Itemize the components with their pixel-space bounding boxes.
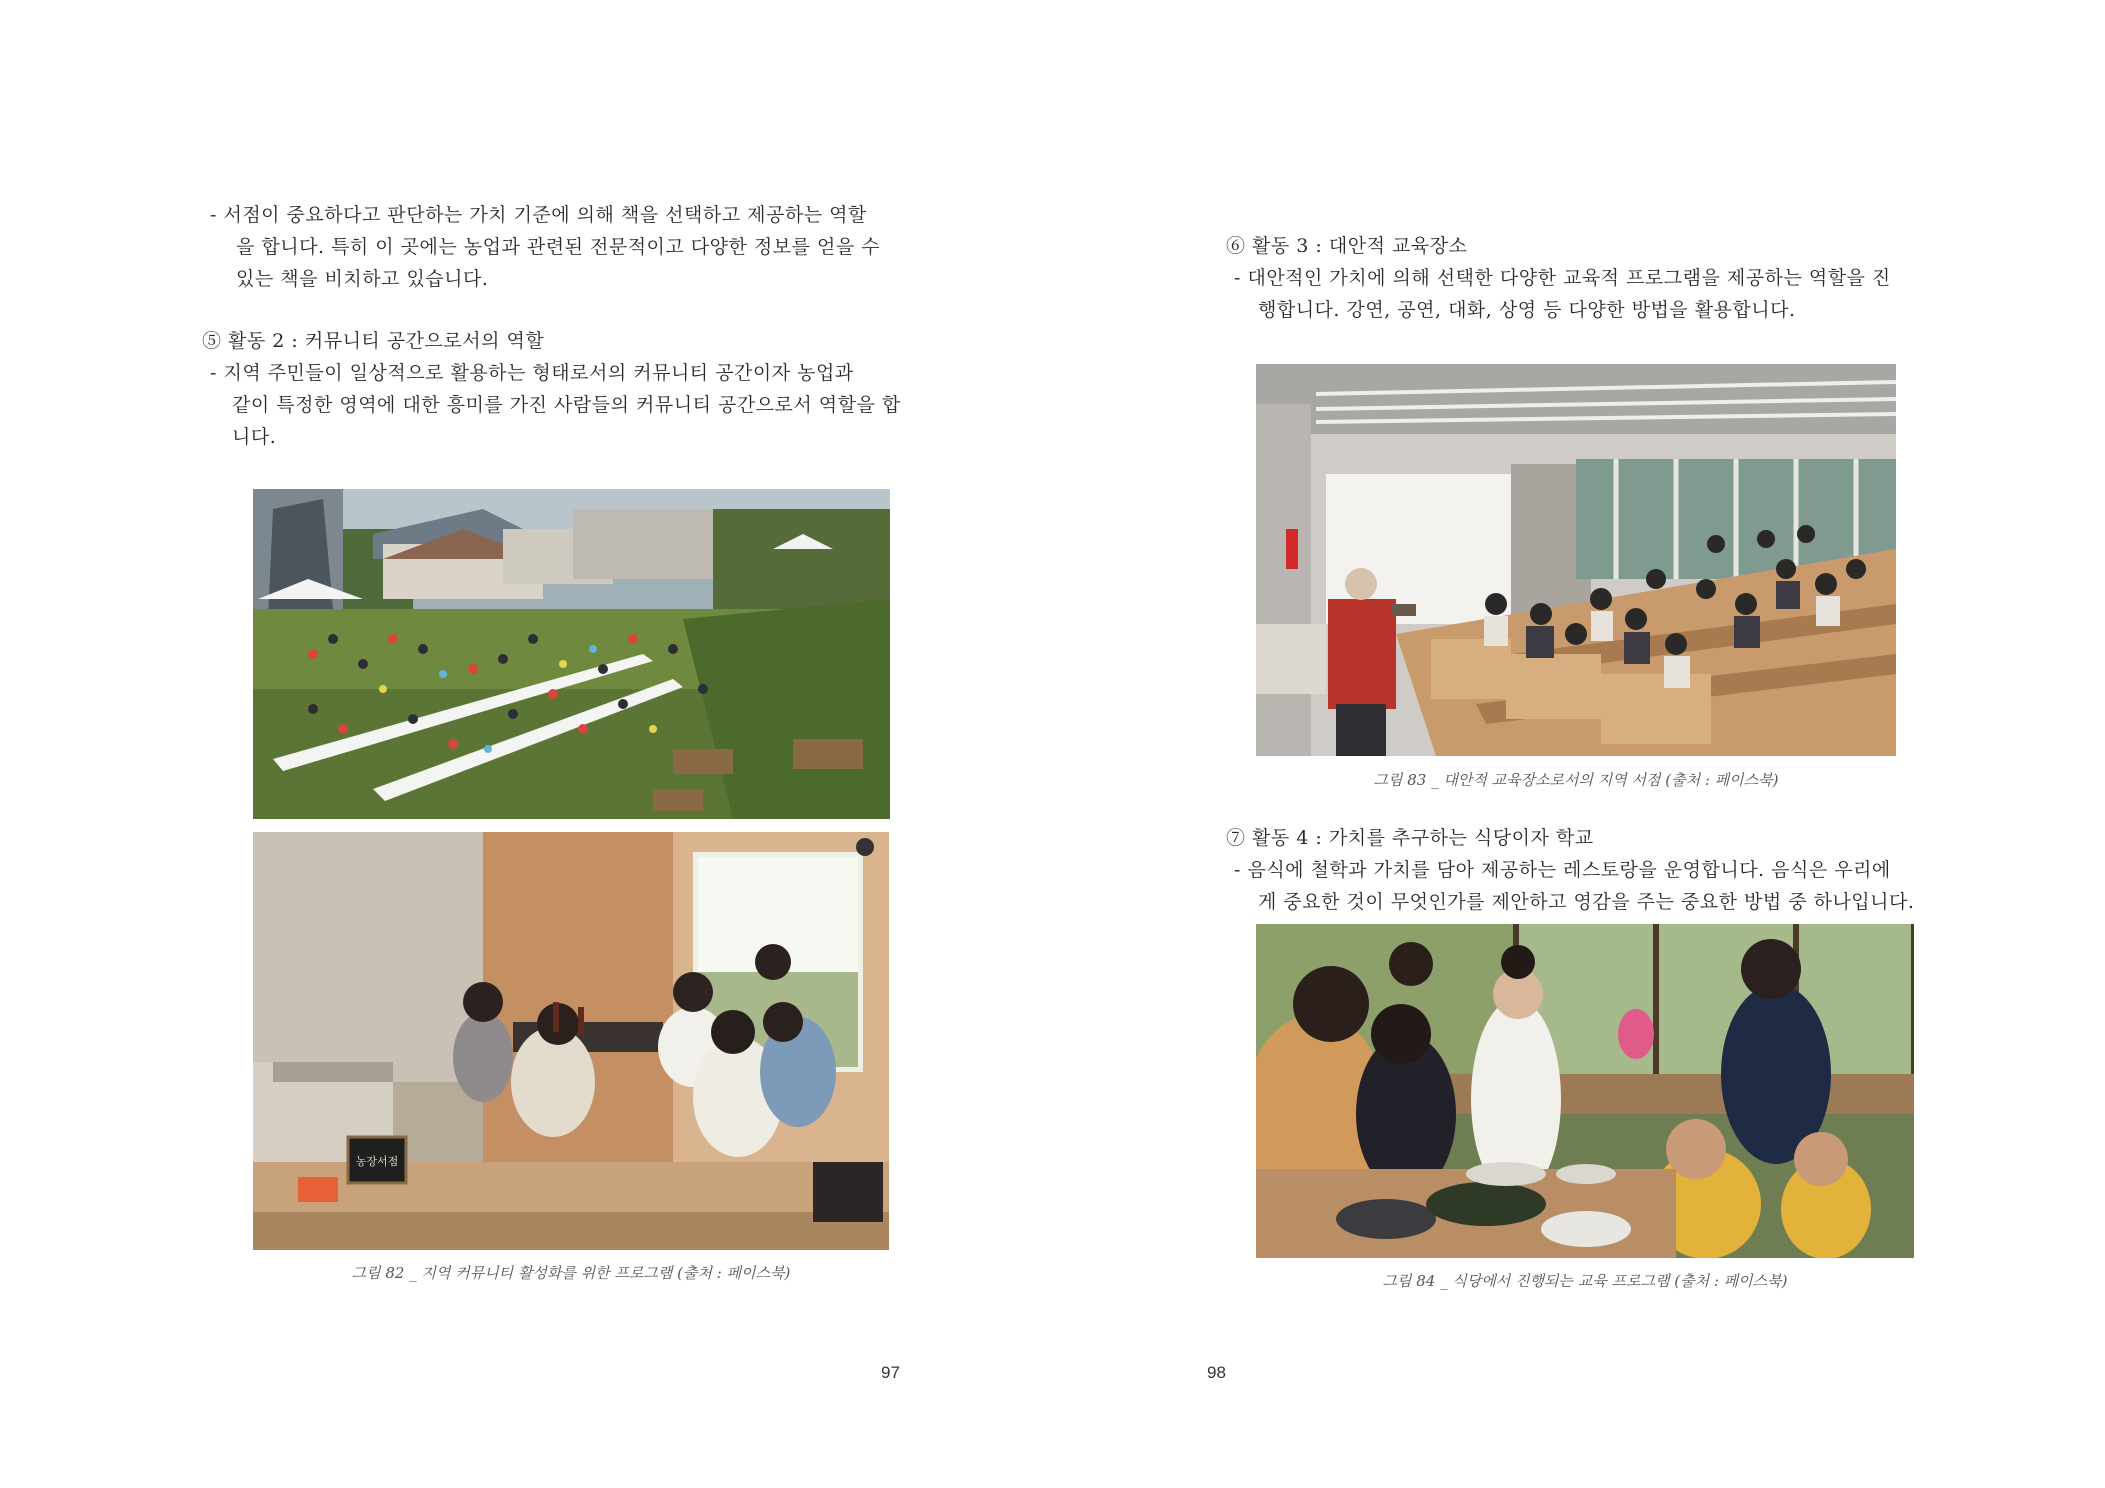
text-line: 게 중요한 것이 무엇인가를 제안하고 영감을 주는 중요한 방법 중 하나입니다. <box>1258 891 1915 913</box>
text-line: 있는 책을 비치하고 있습니다. <box>236 268 489 290</box>
figure-caption-82: 그림 82 _ 지역 커뮤니티 활성화를 위한 프로그램 (출처 : 페이스북) <box>351 1264 791 1282</box>
bullet-restaurant <box>1234 854 1914 918</box>
text-line: - 음식에 철학과 가치를 담아 제공하는 레스토랑을 운영합니다. 음식은 우리에 <box>1234 859 1891 881</box>
text-line: - 대안적인 가치에 의해 선택한 다양한 교육적 프로그램을 제공하는 역할을 진 <box>1234 267 1891 289</box>
photo-lecture-room <box>1256 364 1896 756</box>
photo-outdoor-community-event <box>253 489 890 819</box>
text-line: 같이 특정한 영역에 대한 흥미를 가진 사람들의 커뮤니티 공간으로서 역할을 합 <box>232 394 901 416</box>
section-heading-6: ⑥ 활동 3 : 대안적 교육장소 <box>1226 235 1468 257</box>
bullet-bookselection <box>210 199 880 295</box>
text-line: 니다. <box>232 426 277 448</box>
text-line: - 서점이 중요하다고 판단하는 가치 기준에 의해 책을 선택하고 제공하는 역할 <box>210 204 867 226</box>
page-number-97: 97 <box>881 1363 900 1382</box>
right-page <box>1052 0 2104 1488</box>
text-line: 을 합니다. 특히 이 곳에는 농업과 관련된 전문적이고 다양한 정보를 얻을 수 <box>236 236 881 258</box>
figure-caption-83: 그림 83 _ 대안적 교육장소로서의 지역 서점 (출처 : 페이스북) <box>1373 771 1779 789</box>
page-number-98: 98 <box>1207 1363 1226 1382</box>
photo-restaurant-class <box>1256 924 1914 1258</box>
photo-indoor-gathering <box>253 832 889 1250</box>
bullet-community <box>210 357 901 453</box>
bullet-education <box>1234 262 1891 326</box>
text-line: - 지역 주민들이 일상적으로 활용하는 형태로서의 커뮤니티 공간이자 농업과 <box>210 362 854 384</box>
section-heading-7: ⑦ 활동 4 : 가치를 추구하는 식당이자 학교 <box>1226 827 1594 849</box>
text-line: 행합니다. 강연, 공연, 대화, 상영 등 다양한 방법을 활용합니다. <box>1258 299 1796 321</box>
section-heading-5: ⑤ 활동 2 : 커뮤니티 공간으로서의 역할 <box>202 330 545 352</box>
left-page <box>0 0 1052 1488</box>
chalkboard-sign: 농장서점 <box>355 1155 399 1168</box>
figure-caption-84: 그림 84 _ 식당에서 진행되는 교육 프로그램 (출처 : 페이스북) <box>1382 1272 1788 1290</box>
